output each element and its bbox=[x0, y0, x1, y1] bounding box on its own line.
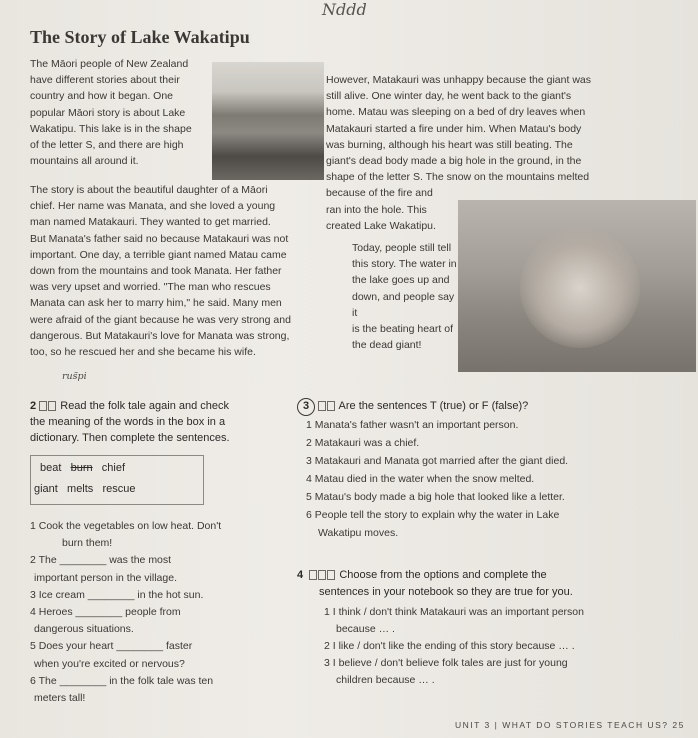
audio-icon bbox=[309, 567, 336, 584]
handwritten-top: Nddd bbox=[322, 0, 367, 19]
exercise-2-items: 1 Cook the vegetables on low heat. Don't burn them! 2 The ________ was the most important person in the village. 3 Ice cream ________ in the hot sun. 4 Heroes ________ people from dangerous situations. 5 Does your heart ________ faster when you're excited or nervous? 6 The ________ in the folk tale was ten meters tall! bbox=[30, 520, 222, 705]
page-footer: UNIT 3 | WHAT DO STORIES TEACH US? 25 bbox=[455, 720, 685, 730]
lake-photo bbox=[212, 62, 324, 180]
handwritten-rescued: rus̃pi bbox=[62, 371, 87, 382]
word-box-row-2: giant melts rescue bbox=[34, 483, 136, 495]
audio-icon bbox=[318, 398, 336, 414]
audio-icon bbox=[39, 398, 57, 414]
story-title: The Story of Lake Wakatipu bbox=[30, 27, 250, 47]
story-para-4: Today, people still tell this story. The water in the lake goes up and down, and people say it is the beating heart of the dead giant! bbox=[352, 242, 457, 352]
exercise-3-heading: 3 Are the sentences T (true) or F (false)? bbox=[297, 398, 528, 416]
story-para-3: However, Matakauri was unhappy because the giant was still alive. One winter day, he went back to the giant's home. Matau was sleeping on a bed of dry leaves when Matakauri started a fire under him. When Matau's body was burning, although his heart was still beating. The giant's dead body made a big hole in the ground, in the shape of the letter S. The snow on the mountains melted because of the fire and ran into the hole. This created Lake Wakatipu. bbox=[326, 74, 591, 232]
exercise-4-heading: 4 Choose from the options and complete the sentences in your notebook so they are true for you. bbox=[297, 569, 573, 598]
exercise-4-items: 1 I think / don't think Matakauri was an important person because … . 2 I like / don't like the ending of this story because … . 3 I believe / don't believe folk tales are just for young children because … . bbox=[324, 606, 584, 686]
exercise-2-heading: 2 Read the folk tale again and check the meaning of the words in the box in a dictionary. Then complete the sentences. bbox=[30, 400, 230, 444]
word-box-row-1: beat burn chief bbox=[40, 462, 126, 474]
giant-figure bbox=[520, 228, 640, 348]
exercise-3-items: 1 Manata's father wasn't an important person. 2 Matakauri was a chief. 3 Matakauri and Manata got married after the giant died. 4 Matau died in the water when the snow melted. 5 Matau's body made a big hole that looked like a letter. 6 People tell the story to explain why the water in Lake Wakatipu moves. bbox=[306, 419, 569, 539]
story-para-2: The story is about the beautiful daughter of a Māori chief. Her name was Manata, and she loved a young man named Matakauri. They wanted to get married. But Manata's father said no because Matakauri was not important. One day, a terrible giant named Matau came down from the mountains and took Manata. Her father was very upset and worried. "The man who rescues Manata can ask her to marry him," he said. Many men were afraid of the giant because he was very strong and dangerous. But Matakauri's love for Manata was strong, too, so he rescued her and she became his wife. bbox=[30, 184, 291, 359]
story-intro: The Māori people of New Zealand have different stories about their country and how it began. One popular Māori story is about Lake Wakatipu. This lake is in the shape of the letter S, and there are high mountains all around it. bbox=[30, 58, 192, 168]
